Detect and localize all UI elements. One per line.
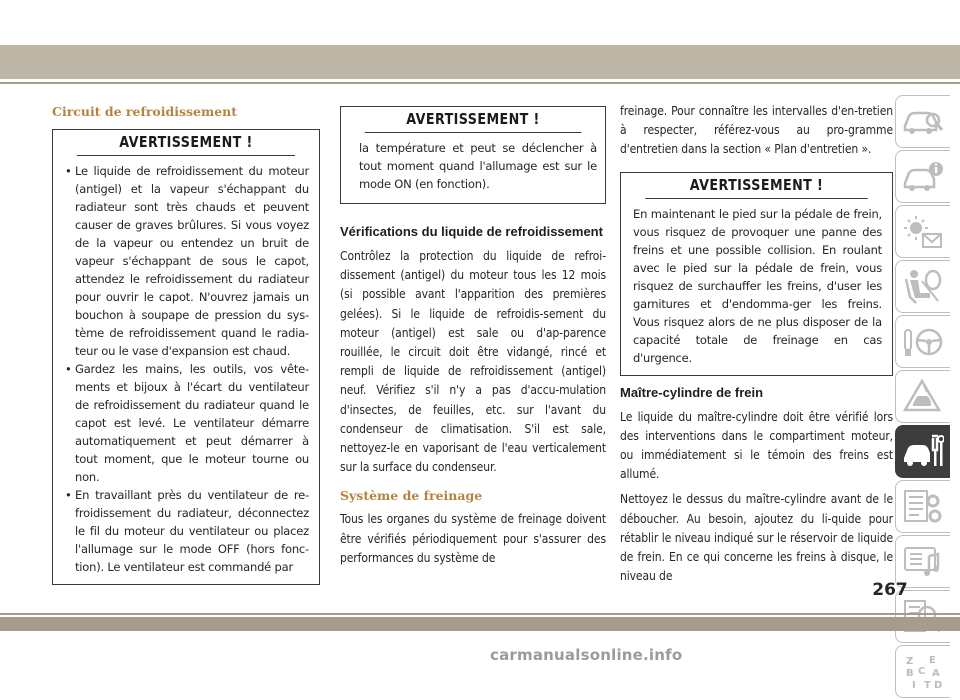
tab-steering-wheel[interactable] [895,315,950,368]
bottom-line [0,613,960,615]
section-title-brakes: Système de freinage [340,488,483,504]
paragraph-master-cylinder-1: Le liquide du maître-cylindre doit être vérifié lors des interventions dans le compartiment moteur, ou immédiatement si le témoin des freins est allumé. [620,409,893,482]
warning-bullet: • En travaillant près du ventilateur de re-froidissement du radiateur, déconnectez le fil du moteur du ventilateur ou placez l'allumage sur le mode OFF (hors fonc-tion). Le ventilateur est commandé par [65,486,309,576]
warning-body: En maintenant le pied sur la pédale de frein, vous risquez de provoquer une panne des freins et une possible collision. En roulant avec le pied sur la pédale de frein, vous risquez de surchauffer les freins, d'user les garnitures et d'endomma-ger les freins. Vous risquez alors de ne plus disposer de la capacité totale de freinage en cas d'urgence. [633,206,882,365]
watermark: carmanualsonline.info [490,646,683,664]
svg-text:A: A [932,668,940,679]
bottom-band [0,617,960,631]
svg-text:B: B [906,668,914,679]
tab-car-crash[interactable] [895,370,950,423]
tab-airbag-seat[interactable] [895,260,950,313]
svg-text:T: T [924,680,931,691]
page-number: 267 [872,580,908,600]
warning-lights-icon [902,212,944,252]
top-stripe [0,45,960,79]
warning-box-cooling [52,129,320,585]
warning-title: AVERTISSEMENT ! [645,173,867,199]
tab-car-inspect[interactable] [895,95,950,148]
multimedia-icon [902,542,944,582]
column-2 [340,106,606,568]
paragraph-master-cylinder-2: Nettoyez le dessus du maître-cylindre avant de le déboucher. Au besoin, ajoutez du li-quide pour rétablir le niveau indiqué sur le réservoir de liquide de frein. En ce qui concerne les freins à disque, le niveau de [620,492,893,584]
svg-text:E: E [929,655,936,666]
car-info-icon [902,157,944,197]
chapter-tabs [895,95,950,700]
steering-wheel-icon [902,322,944,362]
tab-specs-list[interactable] [895,480,950,533]
tab-car-service[interactable] [895,425,950,478]
car-crash-icon [902,377,944,417]
warning-bullet: • Le liquide de refroidissement du moteur (antigel) et la vapeur s'échappant du radiateur sont très chauds et peuvent causer de graves brûlures. Si vous voyez de la vapeur ou entendez un bruit de vapeur s'échappant de sous le capot, attendez le refroidissement du radiateur pour ouvrir le capot. N'ouvrez jamais un bouchon à soupape de pression du sys-tème de refroidissement quand le radia-teur ou le vase d'expansion est chaud. [65,162,309,360]
specs-list-icon [902,487,944,527]
svg-text:D: D [934,680,943,691]
column-3 [620,102,893,586]
tab-car-info[interactable] [895,150,950,203]
paragraph-brakes-continued: freinage. Pour connaître les intervalles d'en-tretien à respecter, référez-vous au pro-gramme d'entretien dans la section « Plan d'entretien ». [620,104,893,157]
car-inspect-icon [902,102,944,142]
subsection-title-coolant-check: Vérifications du liquide de refroidissement [340,224,603,239]
svg-text:C: C [918,666,926,677]
warning-body [53,156,319,584]
top-band [0,0,960,83]
car-service-icon [902,432,944,472]
warning-body: la température et peut se déclencher à tout moment quand l'allumage est sur le mode ON (en fonction). [359,141,597,191]
warning-bullet: • Gardez les mains, les outils, vos vête-ments et bijoux à l'écart du ventilateur de refroidissement du radiateur quand le capot est levé. Le ventilateur démarre automatiquement et peut démarrer à tout moment, que le moteur tourne ou non. [65,360,309,486]
paragraph-coolant-check: Contrôlez la protection du liquide de refroi-dissement (antigel) du moteur tous les 12 mois (si possible avant l'apparition des premières gelées). Si le liquide de refroidis-sement du moteur (antigel) est sale ou d'ap-parence rouillée, le circuit doit être vidangé, rincé et rempli de liquide de refroidissement (antigel) neuf. Vérifiez s'il n'y a pas d'accu-mulation d'insectes, de feuilles, etc. sur l'avant du condenseur de climatisation. S'il est sale, nettoyez-le en vaporisant de l'eau verticalement sur la surface du condenseur. [340,249,606,475]
warning-box-brakes [620,172,893,376]
paragraph-brakes: Tous les organes du système de freinage doivent être vérifiés périodiquement pour s'assurer des performances du système de [340,512,606,565]
column-1 [52,92,320,585]
top-stripe-line [0,82,960,84]
svg-text:Z: Z [906,656,914,667]
section-title-cooling: Circuit de refroidissement [52,104,238,119]
svg-text:I: I [912,680,916,691]
warning-title: AVERTISSEMENT ! [365,107,581,133]
tab-warning-lights[interactable] [895,205,950,258]
airbag-seat-icon [902,267,944,307]
warning-box-continued [340,106,606,204]
warning-title: AVERTISSEMENT ! [77,130,295,156]
subsection-title-master-cylinder: Maître-cylindre de frein [620,384,764,400]
